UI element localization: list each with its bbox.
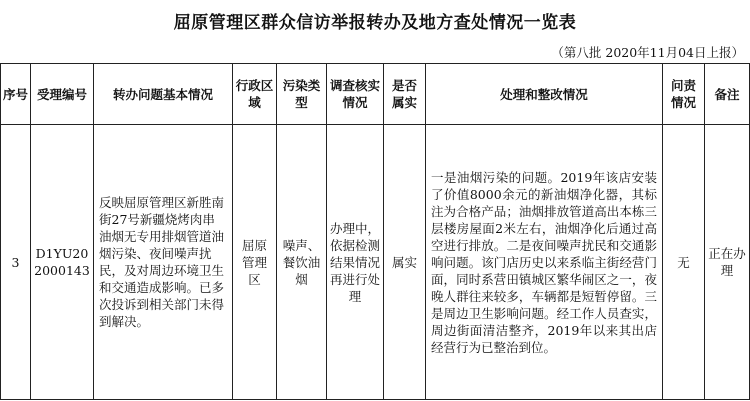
header-accountability: 问责情况	[663, 64, 705, 125]
complaint-table	[0, 63, 750, 400]
header-verified: 是否属实	[384, 64, 426, 125]
cell-pollution-type: 噪声、餐饮油烟	[277, 125, 327, 400]
cell-accountability: 无	[663, 125, 705, 400]
header-handling: 处理和整改情况	[426, 64, 663, 125]
cell-investigation: 办理中，依据检测结果情况再进行处理	[327, 125, 384, 400]
cell-issue: 反映屈原管理区新胜南街27号新疆烧烤肉串油烟无专用排烟管道油烟污染、夜间噪声扰民，及对周边环境卫生和交通造成影响。已多次投诉到相关部门未得到解决。	[94, 125, 233, 400]
cell-index: 3	[1, 125, 31, 400]
document-title: 屈原管理区群众信访举报转办及地方查处情况一览表	[173, 12, 577, 33]
cell-remarks: 正在办理	[705, 125, 750, 400]
header-issue: 转办问题基本情况	[94, 64, 233, 125]
header-region: 行政区域	[233, 64, 277, 125]
table-row	[1, 125, 750, 400]
table-header-row	[1, 64, 750, 125]
header-investigation: 调查核实情况	[327, 64, 384, 125]
cell-verified: 属实	[384, 125, 426, 400]
cell-region: 屈原管理区	[233, 125, 277, 400]
header-pollution-type: 污染类型	[277, 64, 327, 125]
header-index: 序号	[1, 64, 31, 125]
header-case-id: 受理编号	[31, 64, 94, 125]
header-remarks: 备注	[705, 64, 750, 125]
cell-case-id: D1YU202000143	[31, 125, 94, 400]
batch-info: （第八批 2020年11月04日上报）	[551, 45, 744, 60]
cell-handling: 一是油烟污染的问题。2019年该店安装了价值8000余元的新油烟净化器，其标注为合格产品；油烟排放管道高出本栋三层楼房屋面2米左右，油烟净化后通过高空进行排放。二是夜间噪声扰民和交通影响问题。该门店历史以来系临主街经营门面，同时系营田镇城区繁华闹区之一，夜晚人群往来较多，车辆都是短暂停留。三是周边卫生影响问题。经工作人员查实，周边街面清洁整齐，2019年以来其出店经营行为已整治到位。	[426, 125, 663, 400]
